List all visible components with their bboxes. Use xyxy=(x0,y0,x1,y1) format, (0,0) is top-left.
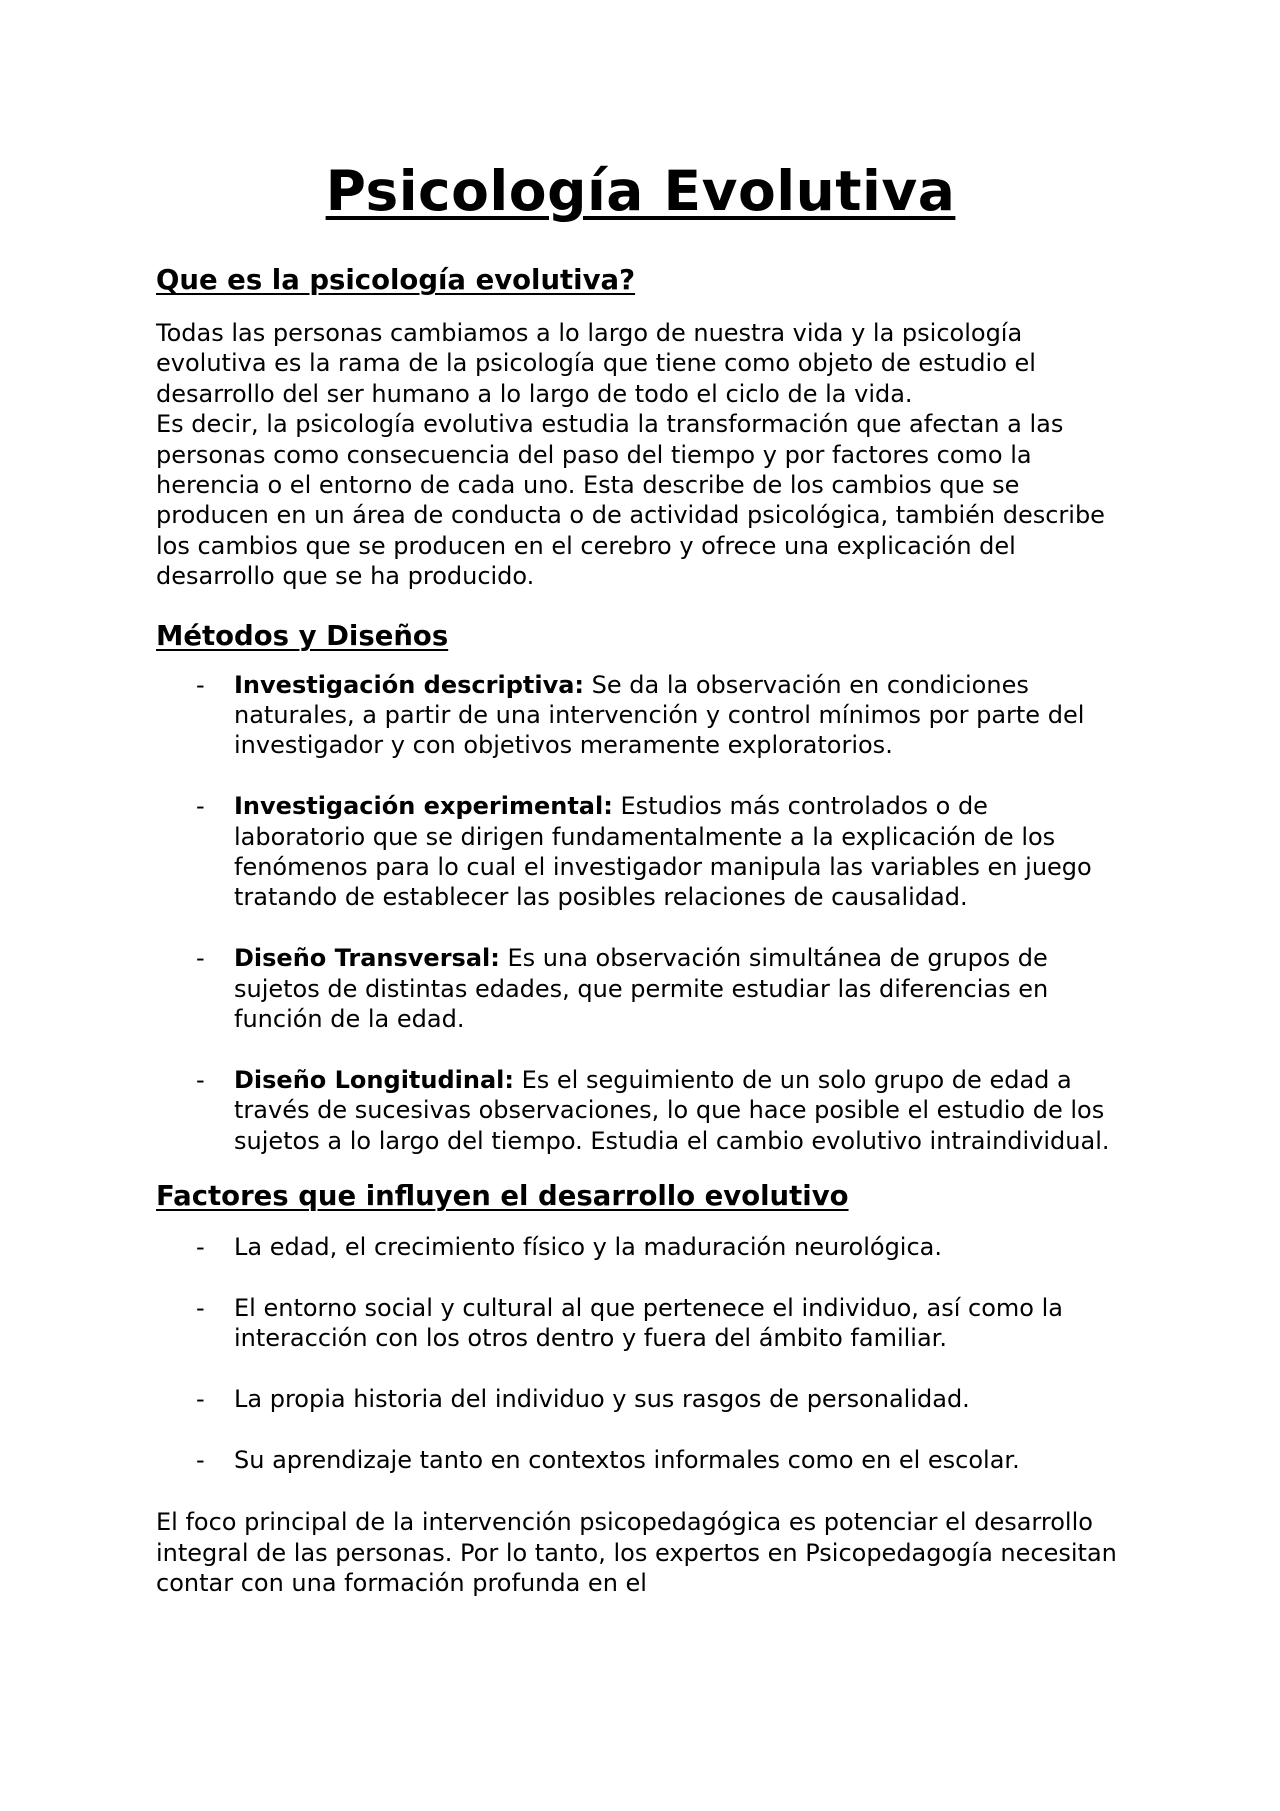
method-description: Estudios más controlados o de laboratorio que se dirigen fundamentalmente a la explicación de los fenómenos para lo cual el investigador manipula las variables en juego tratando de establecer las posibles relaciones de causalidad. xyxy=(234,792,1092,912)
methods-list-item xyxy=(156,670,1125,761)
factors-heading: Factores que influyen el desarrollo evolutivo xyxy=(156,1180,849,1213)
intro-body xyxy=(156,318,1125,592)
closing-paragraph: El foco principal de la intervención psicopedagógica es potenciar el desarrollo integral de las personas. Por lo tanto, los expertos en Psicopedagogía necesitan contar con una formación profunda en el xyxy=(156,1508,1117,1598)
method-term: Diseño Longitudinal: xyxy=(234,1065,514,1094)
factor-text: Su aprendizaje tanto en contextos informales como en el escolar. xyxy=(234,1445,1020,1474)
method-term: Investigación experimental: xyxy=(234,792,613,821)
factors-list xyxy=(156,1232,1125,1475)
factor-text: La propia historia del individuo y sus rasgos de personalidad. xyxy=(234,1385,970,1414)
factors-list-item xyxy=(156,1293,1125,1354)
document-title-text: Psicología Evolutiva xyxy=(325,159,956,223)
factors-list-item xyxy=(156,1384,1125,1414)
intro-paragraph: Todas las personas cambiamos a lo largo de nuestra vida y la psicología evolutiva es la rama de la psicología que tiene como objeto de estudio el desarrollo del ser humano a lo largo de todo el ciclo de la vida. xyxy=(156,319,1036,408)
method-description: Es el seguimiento de un solo grupo de edad a través de sucesivas observaciones, lo que hace posible el estudio de los sujetos a lo largo del tiempo. Estudia el cambio evolutivo intraindividual. xyxy=(234,1065,1110,1155)
methods-heading: Métodos y Diseños xyxy=(156,619,449,652)
methods-list xyxy=(156,670,1125,1156)
factor-text: El entorno social y cultural al que pertenece el individuo, así como la interacción con los otros dentro y fuera del ámbito familiar. xyxy=(234,1293,1063,1353)
intro-paragraph: Es decir, la psicología evolutiva estudia la transformación que afectan a las personas como consecuencia del paso del tiempo y por factores como la herencia o el entorno de cada uno. Esta describe de los cambios que se producen en un área de conducta o de actividad psicológica, también describe los cambios que se producen en el cerebro y ofrece una explicación del desarrollo que se ha producido. xyxy=(156,410,1105,591)
list-dash: - xyxy=(196,792,205,821)
intro-heading: Que es la psicología evolutiva? xyxy=(156,264,636,296)
methods-list-item xyxy=(156,943,1125,1034)
list-dash: - xyxy=(196,670,205,699)
methods-list-item xyxy=(156,791,1125,913)
factors-list-item xyxy=(156,1445,1125,1475)
method-description: Es una observación simultánea de grupos de sujetos de distintas edades, que permite estudiar las diferencias en función de la edad. xyxy=(234,944,1049,1034)
factor-text: La edad, el crecimiento físico y la maduración neurológica. xyxy=(234,1233,942,1262)
list-dash: - xyxy=(196,1293,205,1322)
method-description: Se da la observación en condiciones naturales, a partir de una intervención y control mínimos por parte del investigador y con objetivos meramente exploratorios. xyxy=(234,670,1085,760)
document-title xyxy=(156,0,1125,232)
method-term: Diseño Transversal: xyxy=(234,944,500,973)
list-dash: - xyxy=(196,944,205,973)
method-term: Investigación descriptiva: xyxy=(234,670,585,699)
list-dash: - xyxy=(196,1065,205,1094)
factors-list-item xyxy=(156,1232,1125,1262)
list-dash: - xyxy=(196,1445,205,1474)
methods-list-item xyxy=(156,1065,1125,1156)
list-dash: - xyxy=(196,1385,205,1414)
list-dash: - xyxy=(196,1233,205,1262)
